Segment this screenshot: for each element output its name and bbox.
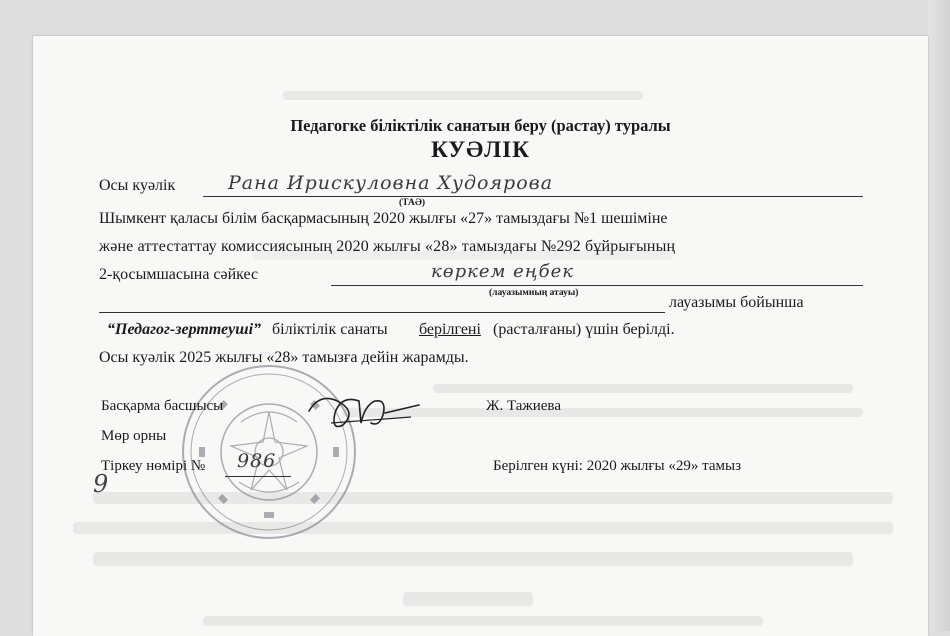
bleed-through-mark [403,592,533,606]
body-line-3-prefix: 2-қосымшасына сәйкес [99,266,259,283]
bleed-through-mark [283,91,643,100]
body-line-1: Шымкент қаласы білім басқармасының 2020 жылғы «27» тамыздағы №1 шешіміне [99,210,668,227]
registration-underline [225,476,291,477]
category-text-1: біліктілік санаты [272,321,388,338]
head-label: Басқарма басшысы [101,398,224,414]
category-name: “Педагог-зерттеуші” [107,321,262,338]
holder-underline [203,196,863,197]
position-handwritten: көркем еңбек [431,261,575,282]
registration-number-handwritten: 986 [237,450,277,472]
holder-name-handwritten: Рана Ирискуловна Худоярова [228,172,554,194]
scan-edge [928,0,950,631]
issue-date: Берілген күні: 2020 жылғы «29» тамыз [493,458,742,474]
holder-name-caption: (ТАӘ) [399,198,426,208]
certificate-paper [33,36,928,636]
bleed-through-mark [203,616,763,626]
margin-mark: 9 [93,470,110,498]
seal-label: Мөр орны [101,428,167,444]
handwritten-signature [301,383,421,438]
bleed-through-mark [343,408,863,417]
body-line-4-suffix: лауазымы бойынша [669,294,804,311]
body-line-2: және аттестаттау комиссиясының 2020 жылғы «28» тамыздағы №292 бұйрығының [99,238,676,255]
bleed-through-mark [93,552,853,566]
category-text-2: (расталғаны) үшін берілді. [493,321,675,338]
certificate-title: Педагогке біліктілік санатын беру (растау) туралы [290,116,671,135]
head-name: Ж. Тажиева [486,398,561,414]
category-granted: берілгені [419,321,481,338]
position-caption: (лауазымның атауы) [489,288,579,298]
position-continuation-underline [99,312,665,313]
validity-text: Осы куәлік 2025 жылғы «28» тамызға дейін жарамды. [99,349,469,366]
registration-label: Тіркеу нөмірі № [101,458,206,474]
bleed-through-mark [433,384,853,393]
holder-prefix: Осы куәлік [99,177,176,194]
certificate-heading: КУӘЛІК [431,137,530,162]
position-underline [331,285,863,286]
